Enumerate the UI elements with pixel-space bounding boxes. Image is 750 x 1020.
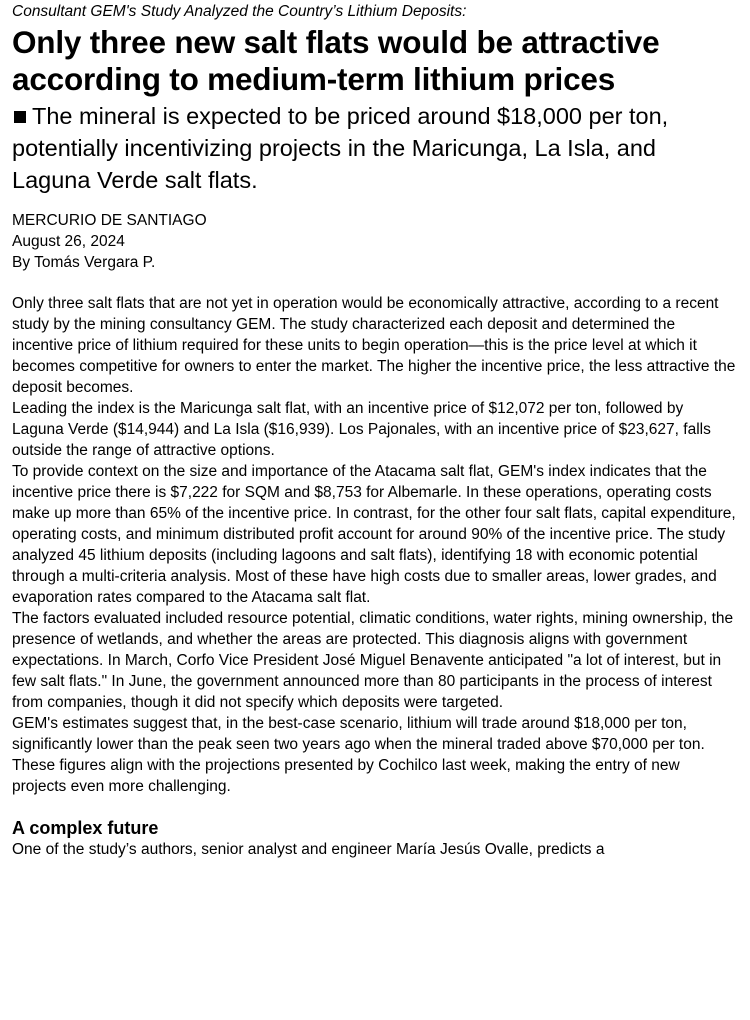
article-source: MERCURIO DE SANTIAGO — [12, 212, 207, 229]
article-byline: By Tomás Vergara P. — [12, 254, 156, 271]
body-paragraph: The factors evaluated included resource potential, climatic conditions, water rights, mining ownership, the presence of wetlands, and whether the areas are protected. This diagnosis aligns with government expectations. In March, Corfo Vice President José Miguel Benavente anticipated "a lot of interest, but in few salt flats." In June, the government announced more than 80 participants in the process of interest from companies, though it did not specify which deposits were targeted. — [12, 610, 734, 711]
article-headline: Only three new salt flats would be attractive according to medium-term lithium prices — [12, 24, 660, 97]
article-body — [12, 293, 736, 797]
article-deck — [12, 100, 736, 196]
body-paragraph: GEM's estimates suggest that, in the best-case scenario, lithium will trade around $18,000 per ton, significantly lower than the peak seen two years ago when the mineral traded above $70,000 per ton. These figures align with the projections presented by Cochilco last week, making the entry of new projects even more challenging. — [12, 715, 705, 795]
body-paragraph: Leading the index is the Maricunga salt flat, with an incentive price of $12,072 per ton, followed by Laguna Verde ($14,944) and La Isla ($16,939). Los Pajonales, with an incentive price of $23,627, falls outside the range of attractive options. — [12, 400, 711, 459]
section-subhead: A complex future — [12, 818, 159, 838]
article-date: August 26, 2024 — [12, 233, 125, 250]
body-paragraph: To provide context on the size and importance of the Atacama salt flat, GEM's index indicates that the incentive price there is $7,222 for SQM and $8,753 for Albemarle. In these operations, operating costs make up more than 65% of the incentive price. In contrast, for the other four salt flats, capital expenditure, operating costs, and minimum distributed profit account for around 90% of the incentive price. The study analyzed 45 lithium deposits (including lagoons and salt flats), identifying 18 with economic potential through a multi-criteria analysis. Most of these have high costs due to smaller areas, lower grades, and evaporation rates compared to the Atacama salt flat. — [12, 463, 736, 606]
article-deck-text: The mineral is expected to be priced around $18,000 per ton, potentially incentivizing projects in the Maricunga, La Isla, and Laguna Verde salt flats. — [12, 103, 669, 193]
square-bullet-icon — [14, 111, 26, 123]
body-paragraph: Only three salt flats that are not yet in operation would be economically attractive, according to a recent study by the mining consultancy GEM. The study characterized each deposit and determined the incentive price of lithium required for these units to begin operation—this is the price level at which it becomes competitive for owners to enter the market. The higher the incentive price, the less attractive the deposit becomes. — [12, 295, 736, 396]
body-paragraph: One of the study’s authors, senior analyst and engineer María Jesús Ovalle, predicts a — [12, 841, 605, 858]
article-meta — [12, 210, 736, 273]
article-kicker: Consultant GEM's Study Analyzed the Country’s Lithium Deposits: — [12, 3, 467, 20]
